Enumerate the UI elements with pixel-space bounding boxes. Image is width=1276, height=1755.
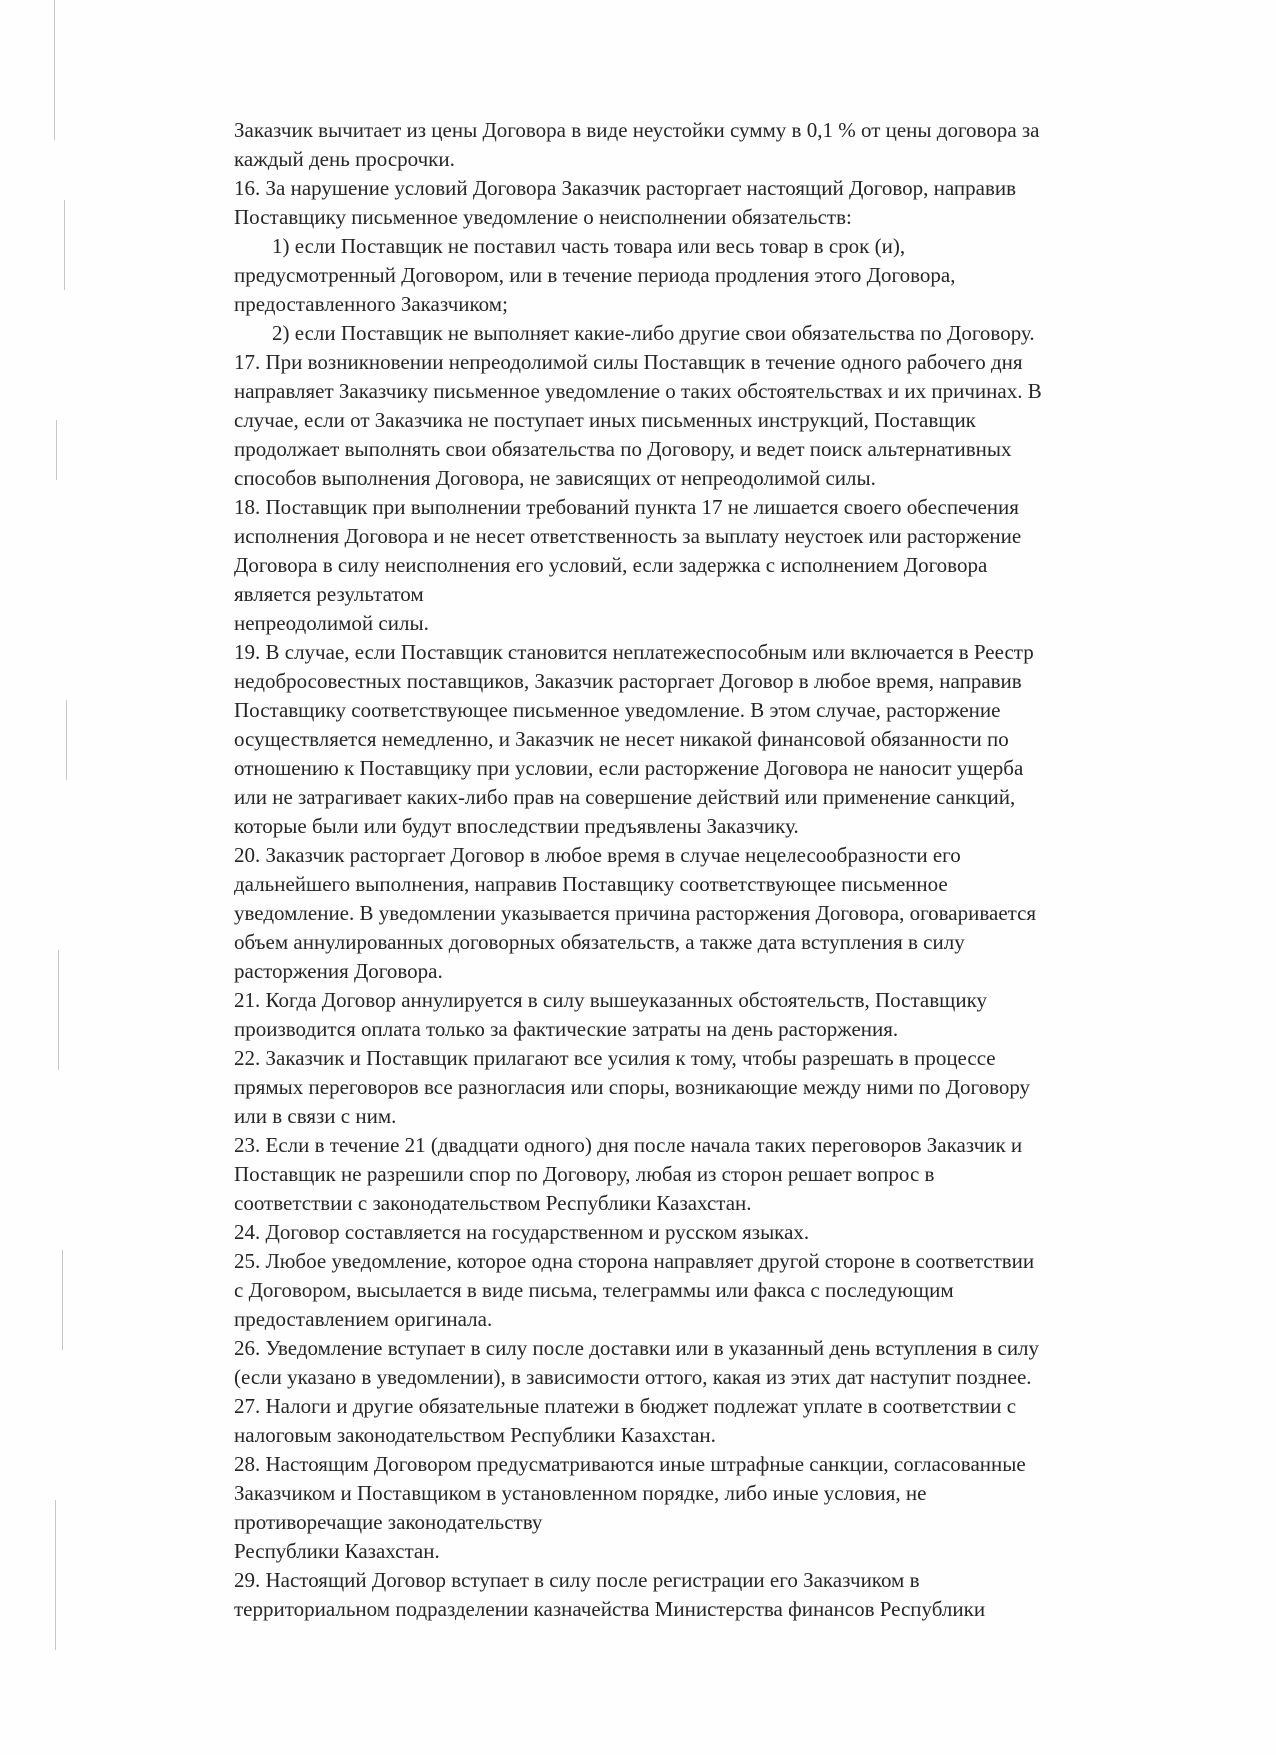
document-line: 27. Налоги и другие обязательные платежи в бюджет подлежат уплате в соответствии с — [234, 1394, 1017, 1418]
document-line: объем аннулированных договорных обязательств, а также дата вступления в силу — [234, 930, 965, 954]
document-line: 28. Настоящим Договором предусматриваются иные штрафные санкции, согласованные — [234, 1452, 1026, 1476]
scan-mark — [66, 700, 67, 780]
document-line: 17. При возникновении непреодолимой силы Поставщик в течение одного рабочего дня — [234, 350, 1023, 374]
document-line: каждый день просрочки. — [234, 147, 455, 171]
document-line: 1) если Поставщик не поставил часть товара или весь товар в срок (и), — [272, 234, 906, 258]
document-line: 18. Поставщик при выполнении требований пункта 17 не лишается своего обеспечения — [234, 495, 1019, 519]
document-line: налоговым законодательством Республики Казахстан. — [234, 1423, 716, 1447]
document-line: территориальном подразделении казначейства Министерства финансов Республики — [234, 1597, 986, 1621]
document-line: или не затрагивает каких-либо прав на совершение действий или применение санкций, — [234, 785, 1016, 809]
document-line: Договора в силу неисполнения его условий, если задержка с исполнением Договора — [234, 553, 988, 577]
document-line: соответствии с законодательством Республики Казахстан. — [234, 1191, 752, 1215]
scan-mark — [58, 950, 59, 1070]
scan-mark — [62, 1250, 63, 1350]
document-line: продолжает выполнять свои обязательства по Договору, и ведет поиск альтернативных — [234, 437, 1012, 461]
document-line: осуществляется немедленно, и Заказчик не несет никакой финансовой обязанности по — [234, 727, 1009, 751]
document-line: с Договором, высылается в виде письма, телеграммы или факса с последующим — [234, 1278, 954, 1302]
document-line: 20. Заказчик расторгает Договор в любое время в случае нецелесообразности его — [234, 843, 961, 867]
document-line: 19. В случае, если Поставщик становится неплатежеспособным или включается в Реестр — [234, 640, 1034, 664]
document-line: или в связи с ним. — [234, 1104, 397, 1128]
document-line: способов выполнения Договора, не зависящих от непреодолимой силы. — [234, 466, 876, 490]
document-line: 23. Если в течение 21 (двадцати одного) дня после начала таких переговоров Заказчик и — [234, 1133, 1023, 1157]
document-line: дальнейшего выполнения, направив Поставщику соответствующее письменное — [234, 872, 948, 896]
document-line: Республики Казахстан. — [234, 1539, 440, 1563]
document-line: непреодолимой силы. — [234, 611, 429, 635]
document-line: Поставщику письменное уведомление о неисполнении обязательств: — [234, 205, 852, 229]
document-line: уведомление. В уведомлении указывается причина расторжения Договора, оговаривается — [234, 901, 1037, 925]
document-line: Поставщику соответствующее письменное уведомление. В этом случае, расторжение — [234, 698, 1001, 722]
document-line: Заказчиком и Поставщиком в установленном порядке, либо иные условия, не — [234, 1481, 927, 1505]
document-line: является результатом — [234, 582, 424, 606]
document-line: отношению к Поставщику при условии, если расторжение Договора не наносит ущерба — [234, 756, 1024, 780]
document-line: предусмотренный Договором, или в течение периода продления этого Договора, — [234, 263, 956, 287]
document-line: противоречащие законодательству — [234, 1510, 543, 1534]
document-line: Заказчик вычитает из цены Договора в виде неустойки сумму в 0,1 % от цены договора за — [234, 118, 1040, 142]
document-line: производится оплата только за фактические затраты на день расторжения. — [234, 1017, 899, 1041]
document-line: 21. Когда Договор аннулируется в силу вышеуказанных обстоятельств, Поставщику — [234, 988, 987, 1012]
scan-edge-marks — [50, 0, 80, 1755]
document-body — [234, 116, 1194, 1624]
scan-mark — [64, 200, 65, 290]
document-line: 24. Договор составляется на государственном и русском языках. — [234, 1220, 810, 1244]
document-line: недобросовестных поставщиков, Заказчик расторгает Договор в любое время, направив — [234, 669, 1022, 693]
document-line: 16. За нарушение условий Договора Заказчик расторгает настоящий Договор, направив — [234, 176, 1017, 200]
document-line: (если указано в уведомлении), в зависимости оттого, какая из этих дат наступит позднее. — [234, 1365, 1032, 1389]
document-line: предоставленного Заказчиком; — [234, 292, 508, 316]
document-line: предоставлением оригинала. — [234, 1307, 493, 1331]
scan-mark — [54, 0, 55, 140]
document-line: 26. Уведомление вступает в силу после доставки или в указанный день вступления в силу — [234, 1336, 1040, 1360]
document-line: прямых переговоров все разногласия или споры, возникающие между ними по Договору — [234, 1075, 1031, 1099]
document-line: расторжения Договора. — [234, 959, 443, 983]
document-line: которые были или будут впоследствии предъявлены Заказчику. — [234, 814, 799, 838]
document-line: 25. Любое уведомление, которое одна сторона направляет другой стороне в соответствии — [234, 1249, 1035, 1273]
document-line: случае, если от Заказчика не поступает иных письменных инструкций, Поставщик — [234, 408, 976, 432]
scan-mark — [55, 1500, 56, 1650]
document-line: 29. Настоящий Договор вступает в силу после регистрации его Заказчиком в — [234, 1568, 920, 1592]
document-line: Поставщик не разрешили спор по Договору, любая из сторон решает вопрос в — [234, 1162, 935, 1186]
document-line: направляет Заказчику письменное уведомление о таких обстоятельствах и их причинах. В — [234, 379, 1042, 403]
document-line: 2) если Поставщик не выполняет какие-либо другие свои обязательства по Договору. — [272, 321, 1035, 345]
document-line: исполнения Договора и не несет ответственность за выплату неустоек или расторжение — [234, 524, 1022, 548]
document-line: 22. Заказчик и Поставщик прилагают все усилия к тому, чтобы разрешать в процессе — [234, 1046, 996, 1070]
scan-mark — [56, 420, 57, 480]
